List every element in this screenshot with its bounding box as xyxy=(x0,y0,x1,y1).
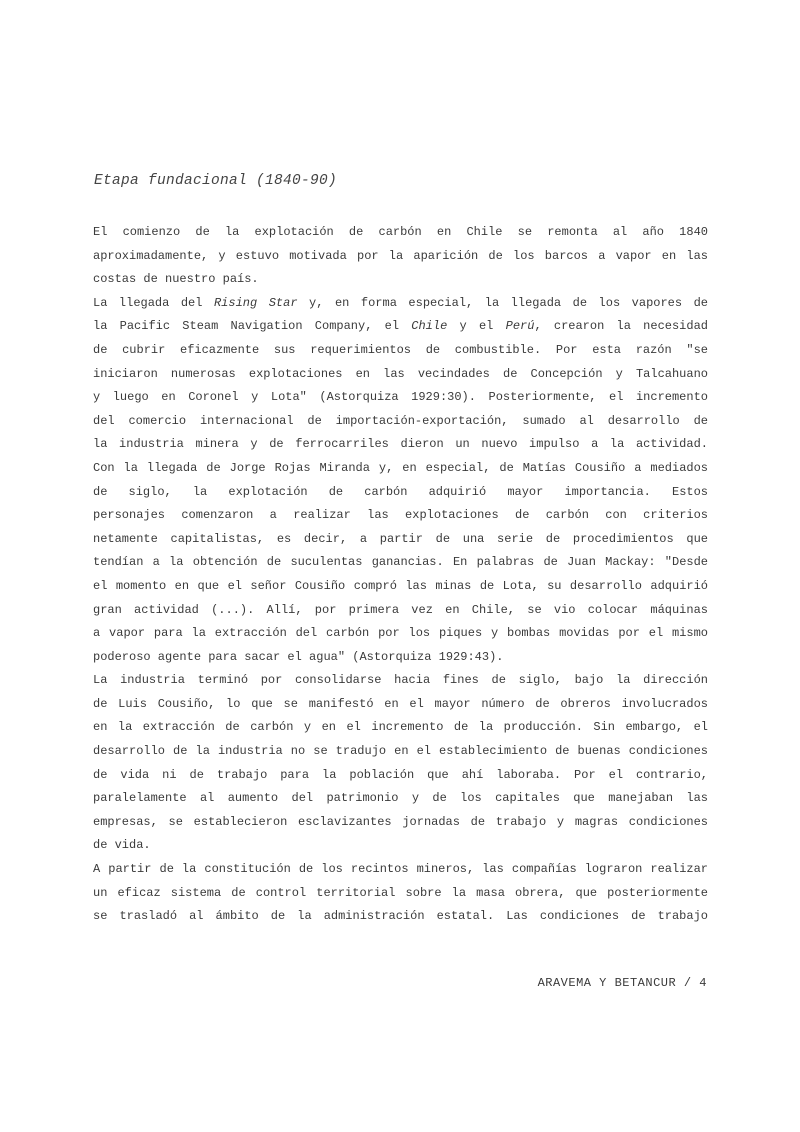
text-line: Con la llegada de Jorge Rojas Miranda y, en especial, de Matías Cousiño a mediados xyxy=(93,460,708,475)
text-line: costas de nuestro país. xyxy=(93,272,259,287)
text-line: de vida ni de trabajo para la población que ahí laboraba. Por el contrario, xyxy=(93,767,708,782)
text-line: de Luis Cousiño, lo que se manifestó en el mayor número de obreros involucrados xyxy=(93,696,708,711)
text-line: netamente capitalistas, es decir, a partir de una serie de procedimientos que xyxy=(93,531,708,546)
page-footer: ARAVEMA Y BETANCUR / 4 xyxy=(537,976,707,990)
text-line: desarrollo de la industria no se tradujo en el establecimiento de buenas condiciones xyxy=(93,744,708,759)
text-line: La llegada del Rising Star y, en forma especial, la llegada de los vapores de xyxy=(93,295,708,310)
text-line: iniciaron numerosas explotaciones en las vecindades de Concepción y Talcahuano xyxy=(93,366,708,381)
text-line: empresas, se establecieron esclavizantes jornadas de trabajo y magras condiciones xyxy=(93,814,708,829)
text-line: gran actividad (...). Allí, por primera vez en Chile, se vio colocar máquinas xyxy=(93,602,708,617)
text-line: poderoso agente para sacar el agua" (Astorquiza 1929:43). xyxy=(93,649,504,664)
section-heading: Etapa fundacional (1840-90) xyxy=(94,173,338,189)
text-line: tendían a la obtención de suculentas ganancias. En palabras de Juan Mackay: "Desde xyxy=(93,555,708,570)
text-line: a vapor para la extracción del carbón por los piques y bombas movidas por el mismo xyxy=(93,626,708,641)
text-line: la industria minera y de ferrocarriles dieron un nuevo impulso a la actividad. xyxy=(93,437,708,452)
text-line: personajes comenzaron a realizar las explotaciones de carbón con criterios xyxy=(93,508,708,523)
text-line: la Pacific Steam Navigation Company, el Chile y el Perú, crearon la necesidad xyxy=(93,319,708,334)
body-text xyxy=(93,221,708,929)
text-line: El comienzo de la explotación de carbón en Chile se remonta al año 1840 xyxy=(93,225,708,239)
text-line: el momento en que el señor Cousiño compró las minas de Lota, su desarrollo adquirió xyxy=(93,578,708,593)
text-line: se trasladó al ámbito de la administración estatal. Las condiciones de trabajo xyxy=(93,909,708,924)
text-line: de vida. xyxy=(93,838,151,853)
text-line: del comercio internacional de importación-exportación, sumado al desarrollo de xyxy=(93,413,708,428)
text-line: paralelamente al aumento del patrimonio y de los capitales que manejaban las xyxy=(93,791,708,806)
text-line: de cubrir eficazmente sus requerimientos de combustible. Por esta razón "se xyxy=(93,342,708,357)
text-line: A partir de la constitución de los recintos mineros, las compañías lograron realizar xyxy=(93,862,708,877)
text-line: aproximadamente, y estuvo motivada por la aparición de los barcos a vapor en las xyxy=(93,248,708,263)
text-line: La industria terminó por consolidarse hacia fines de siglo, bajo la dirección xyxy=(93,673,708,688)
text-line: en la extracción de carbón y en el incremento de la producción. Sin embargo, el xyxy=(93,720,708,735)
text-line: y luego en Coronel y Lota" (Astorquiza 1929:30). Posteriormente, el incremento xyxy=(93,390,708,405)
text-line: de siglo, la explotación de carbón adquirió mayor importancia. Estos xyxy=(93,484,708,499)
text-line: un eficaz sistema de control territorial sobre la masa obrera, que posteriormente xyxy=(93,885,708,900)
